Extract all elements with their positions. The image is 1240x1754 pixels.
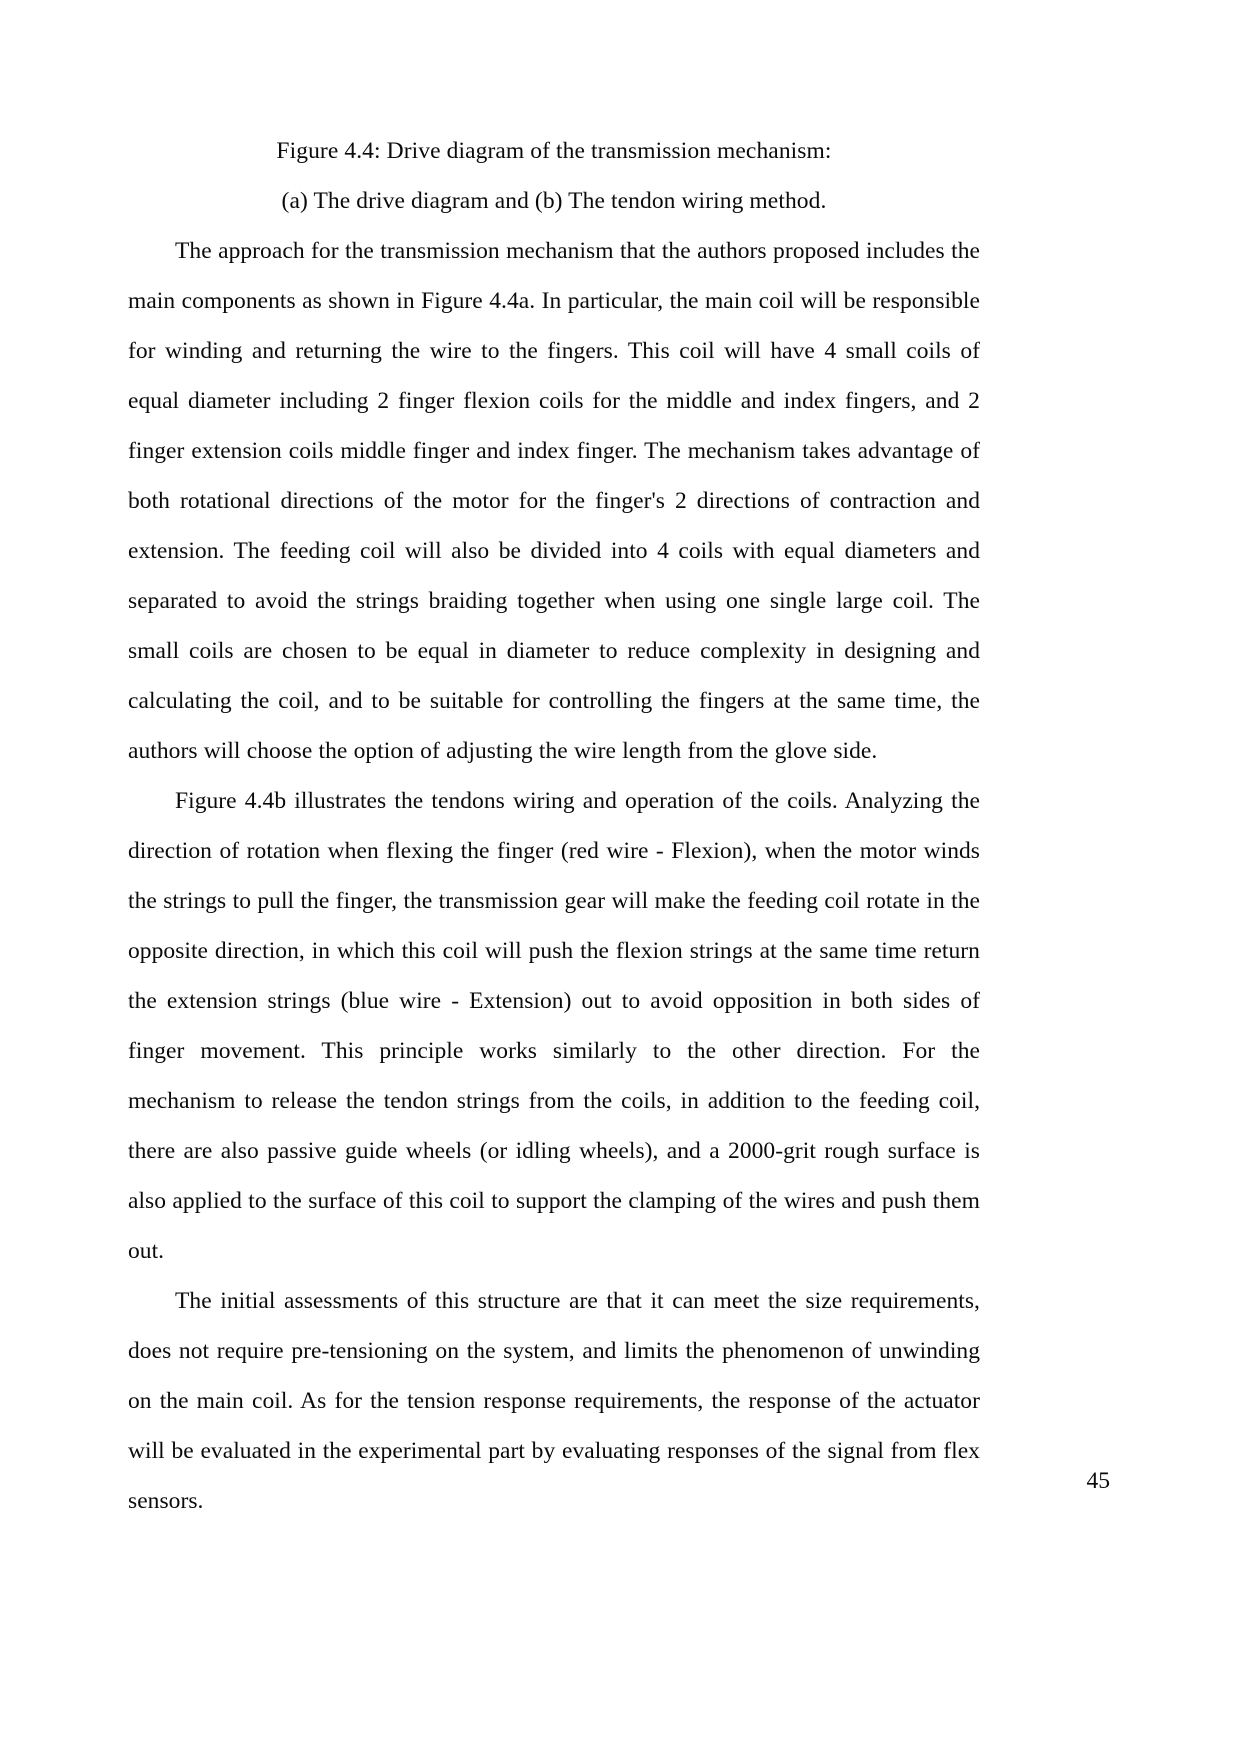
page-number: 45 bbox=[1086, 1468, 1110, 1494]
paragraph-tendon-wiring: Figure 4.4b illustrates the tendons wiring and operation of the coils. Analyzing the direction of rotation when flexing the finger (red wire - Flexion), when the motor winds the strings to pull the finger, the transmission gear will make the feeding coil rotate in the opposite direction, in which this coil will push the flexion strings at the same time return the extension strings (blue wire - Extension) out to avoid opposition in both sides of finger movement. This principle works similarly to the other direction. For the mechanism to release the tendon strings from the coils, in addition to the feeding coil, there are also passive guide wheels (or idling wheels), and a 2000-grit rough surface is also applied to the surface of this coil to support the clamping of the wires and push them out. bbox=[128, 788, 980, 1264]
page-content bbox=[128, 126, 980, 1526]
figure-caption-line-2: (a) The drive diagram and (b) The tendon wiring method. bbox=[281, 188, 827, 214]
paragraph-initial-assessments: The initial assessments of this structure are that it can meet the size requirements, does not require pre-tensioning on the system, and limits the phenomenon of unwinding on the main coil. As for the tension response requirements, the response of the actuator will be evaluated in the experimental part by evaluating responses of the signal from flex sensors. bbox=[128, 1288, 980, 1514]
figure-caption-line-1: Figure 4.4: Drive diagram of the transmission mechanism: bbox=[276, 138, 832, 164]
paragraph-transmission-approach: The approach for the transmission mechanism that the authors proposed includes the main components as shown in Figure 4.4a. In particular, the main coil will be responsible for winding and returning the wire to the fingers. This coil will have 4 small coils of equal diameter including 2 finger flexion coils for the middle and index fingers, and 2 finger extension coils middle finger and index finger. The mechanism takes advantage of both rotational directions of the motor for the finger's 2 directions of contraction and extension. The feeding coil will also be divided into 4 coils with equal diameters and separated to avoid the strings braiding together when using one single large coil. The small coils are chosen to be equal in diameter to reduce complexity in designing and calculating the coil, and to be suitable for controlling the fingers at the same time, the authors will choose the option of adjusting the wire length from the glove side. bbox=[128, 238, 980, 764]
figure-caption bbox=[128, 126, 980, 226]
